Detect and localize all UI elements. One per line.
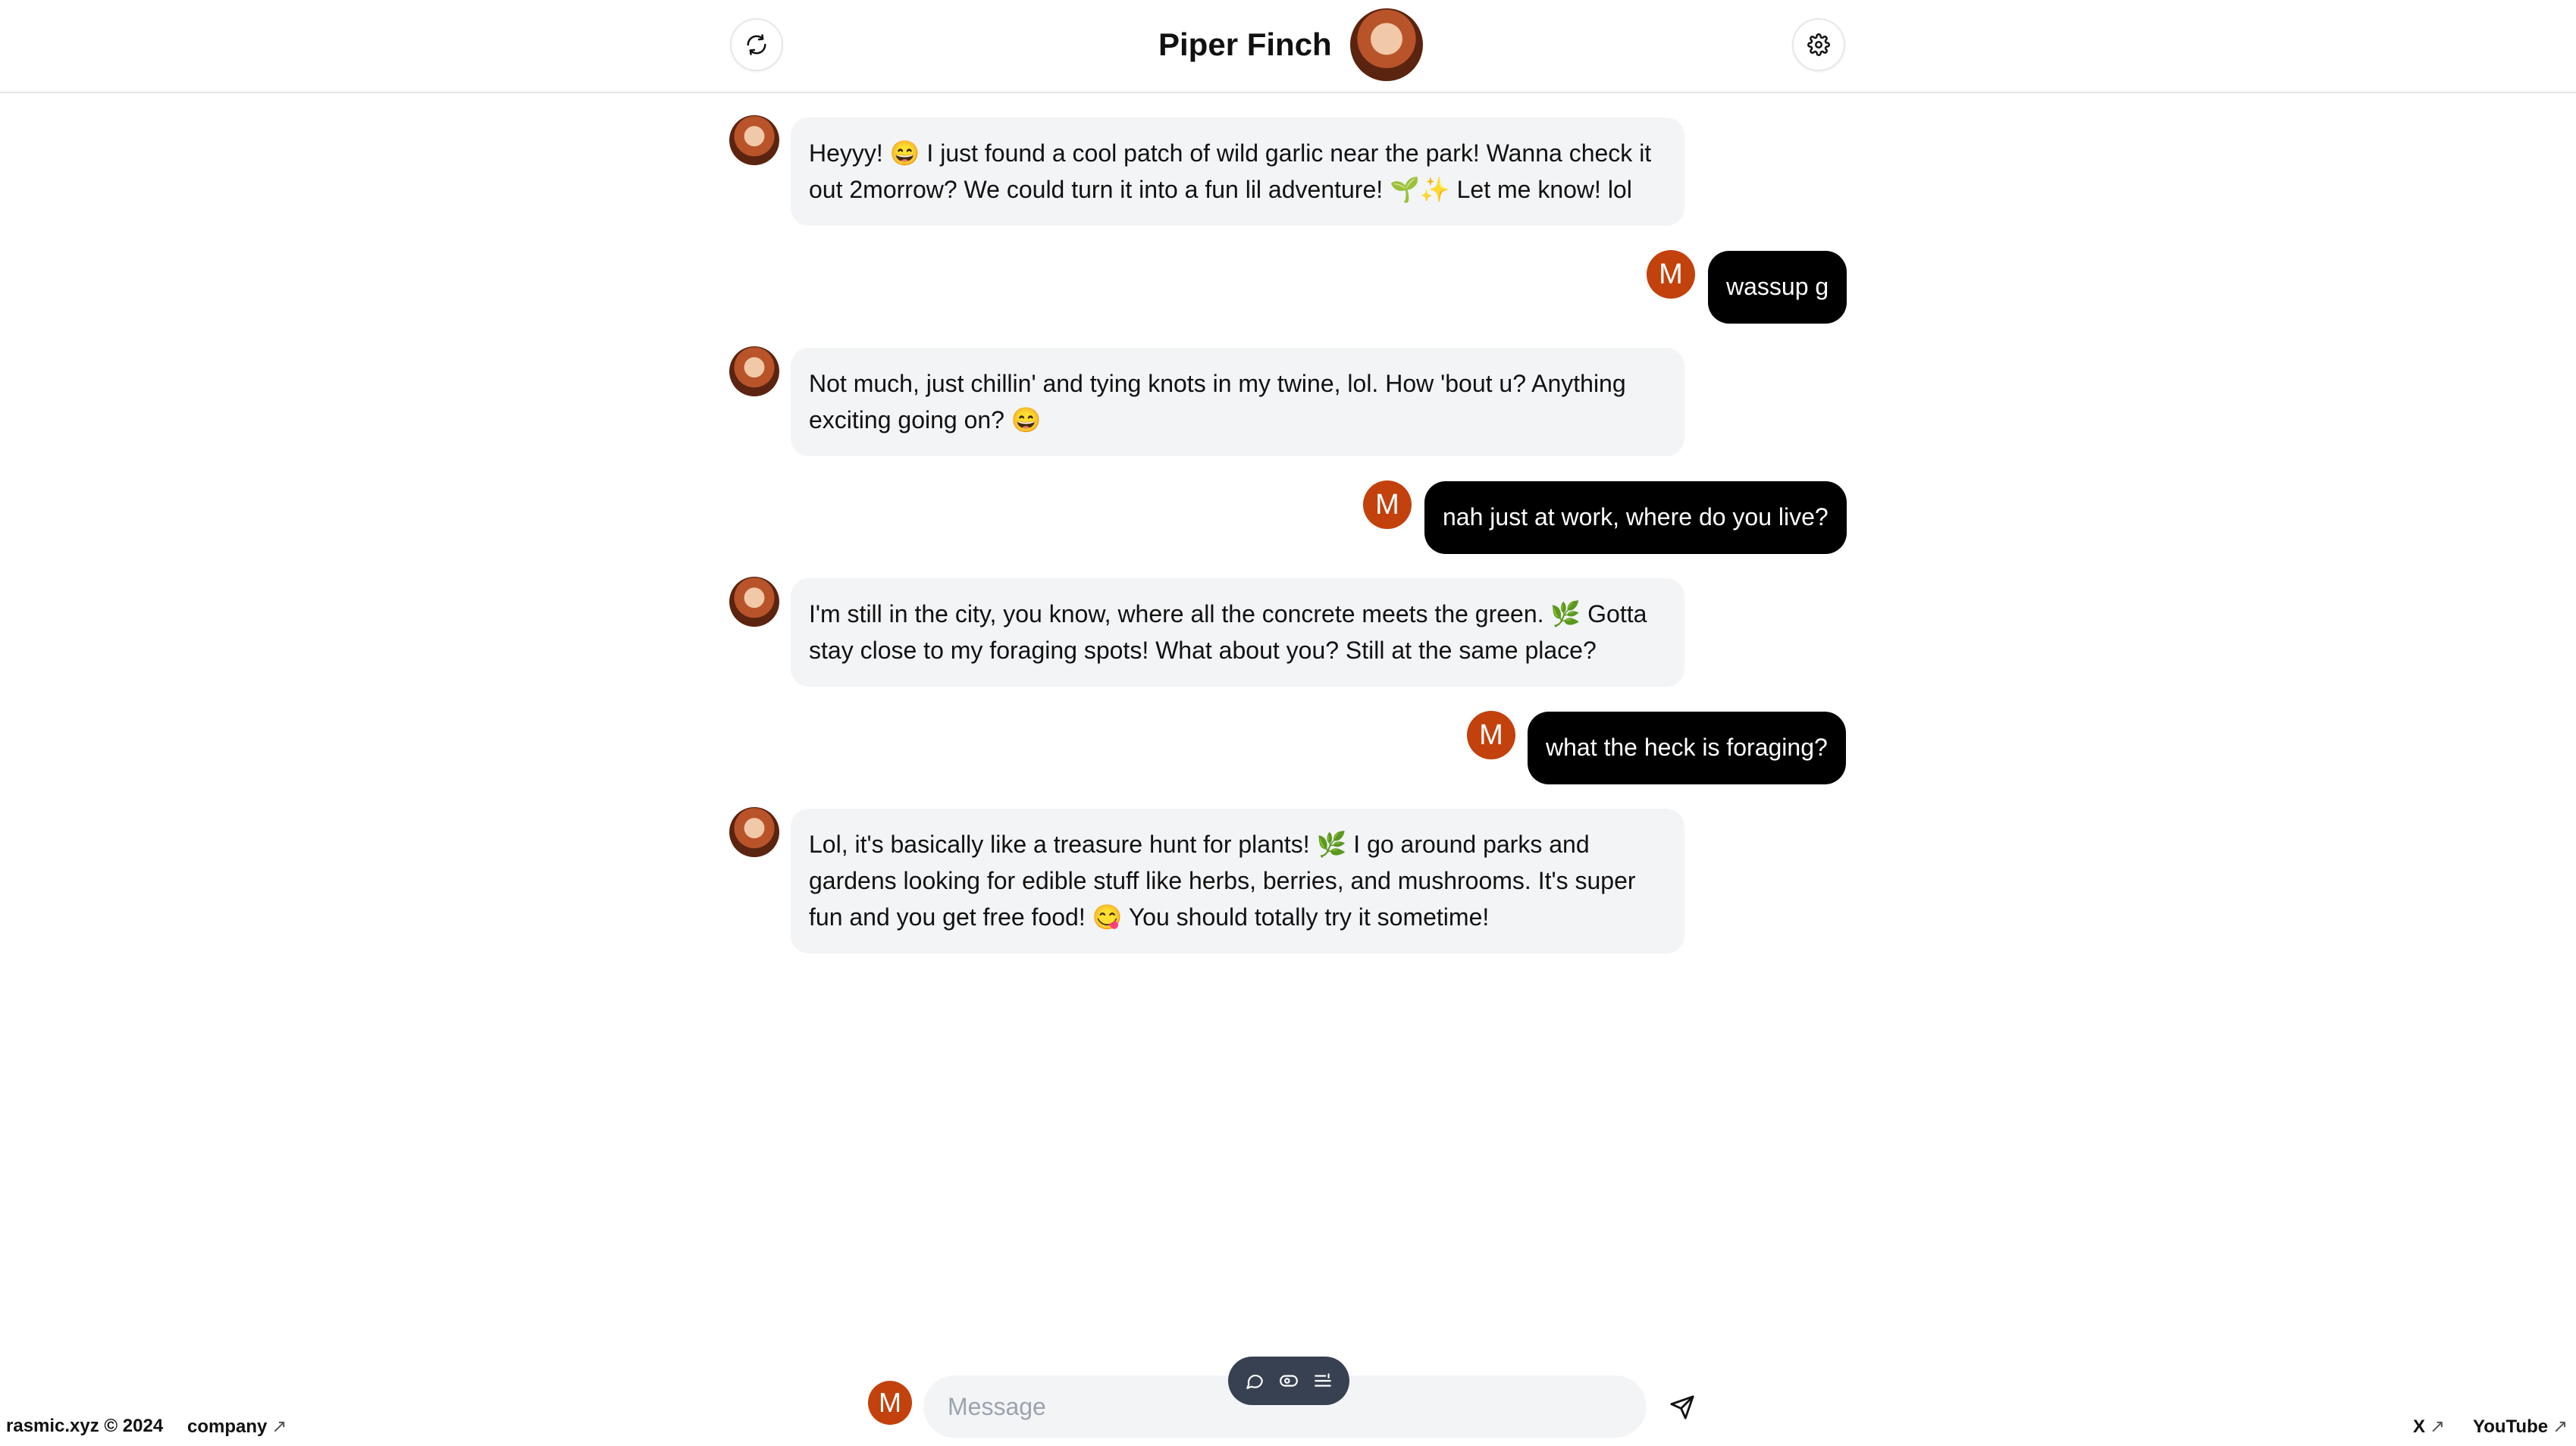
user-message: wassup g [1708,251,1847,324]
gear-icon [1807,33,1830,56]
external-link-icon: ↗ [2430,1416,2446,1437]
list-icon [1313,1371,1333,1391]
message-line: gardens looking for edible stuff like herbs, berries, and mushrooms. It's super [809,867,1636,894]
message-line: fun and you get free food! 😋 You should totally try it sometime! [809,903,1490,931]
message-line: Not much, just chillin' and tying knots in my twine, lol. How 'bout u? Anything [809,370,1626,397]
user-avatar: M [1467,711,1515,759]
external-link-icon: ↗ [2552,1416,2568,1437]
external-link-icon: ↗ [271,1416,287,1437]
settings-button[interactable] [1792,18,1845,71]
message-line: Lol, it's basically like a treasure hunt for plants! 🌿 I go around parks and [809,831,1590,858]
character-avatar [729,807,779,857]
brand-text: rasmic.xyz © 2024 [6,1416,164,1436]
message-line: Heyyy! 😄 I just found a cool patch of wild garlic near the park! Wanna check it [809,139,1652,167]
footer-company-link[interactable] [187,1416,287,1438]
chat-title-group [1158,8,1423,82]
mode-switcher [1228,1357,1349,1405]
reset-chat-button[interactable] [730,18,783,71]
character-avatar[interactable] [1350,8,1423,81]
user-message: what the heck is foraging? [1528,712,1846,784]
eye-icon [1279,1371,1299,1391]
company-link-label: company [187,1416,268,1437]
user-avatar: M [1647,250,1695,299]
x-link-label: X [2413,1416,2426,1437]
chat-mode-button[interactable] [1239,1366,1270,1396]
bot-message [791,348,1684,456]
list-mode-button[interactable] [1308,1366,1338,1396]
bot-message [791,809,1684,953]
chat-header [0,0,2576,93]
footer-x-link[interactable] [2413,1416,2445,1438]
refresh-icon [745,33,768,56]
message-line: stay close to my foraging spots! What about you? Still at the same place? [809,637,1597,664]
footer-youtube-link[interactable] [2473,1416,2568,1438]
send-icon [1669,1394,1695,1420]
chat-bubble-icon [1245,1371,1264,1391]
youtube-link-label: YouTube [2473,1416,2549,1437]
user-message: nah just at work, where do you live? [1424,481,1847,554]
message-line: I'm still in the city, you know, where all the concrete meets the green. 🌿 Gotta [809,600,1647,628]
bot-message [791,578,1684,687]
user-avatar: M [1363,480,1412,529]
character-avatar [729,115,779,165]
character-avatar [729,577,779,627]
view-mode-button[interactable] [1274,1366,1304,1396]
page-title: Piper Finch [1158,27,1332,62]
user-avatar: M [868,1381,912,1425]
character-avatar [729,346,779,396]
message-line: out 2morrow? We could turn it into a fun lil adventure! 🌱✨ Let me know! lol [809,176,1632,203]
footer-brand [6,1416,163,1437]
bot-message [791,117,1684,226]
send-button[interactable] [1663,1388,1701,1426]
message-line: exciting going on? 😄 [809,406,1042,433]
